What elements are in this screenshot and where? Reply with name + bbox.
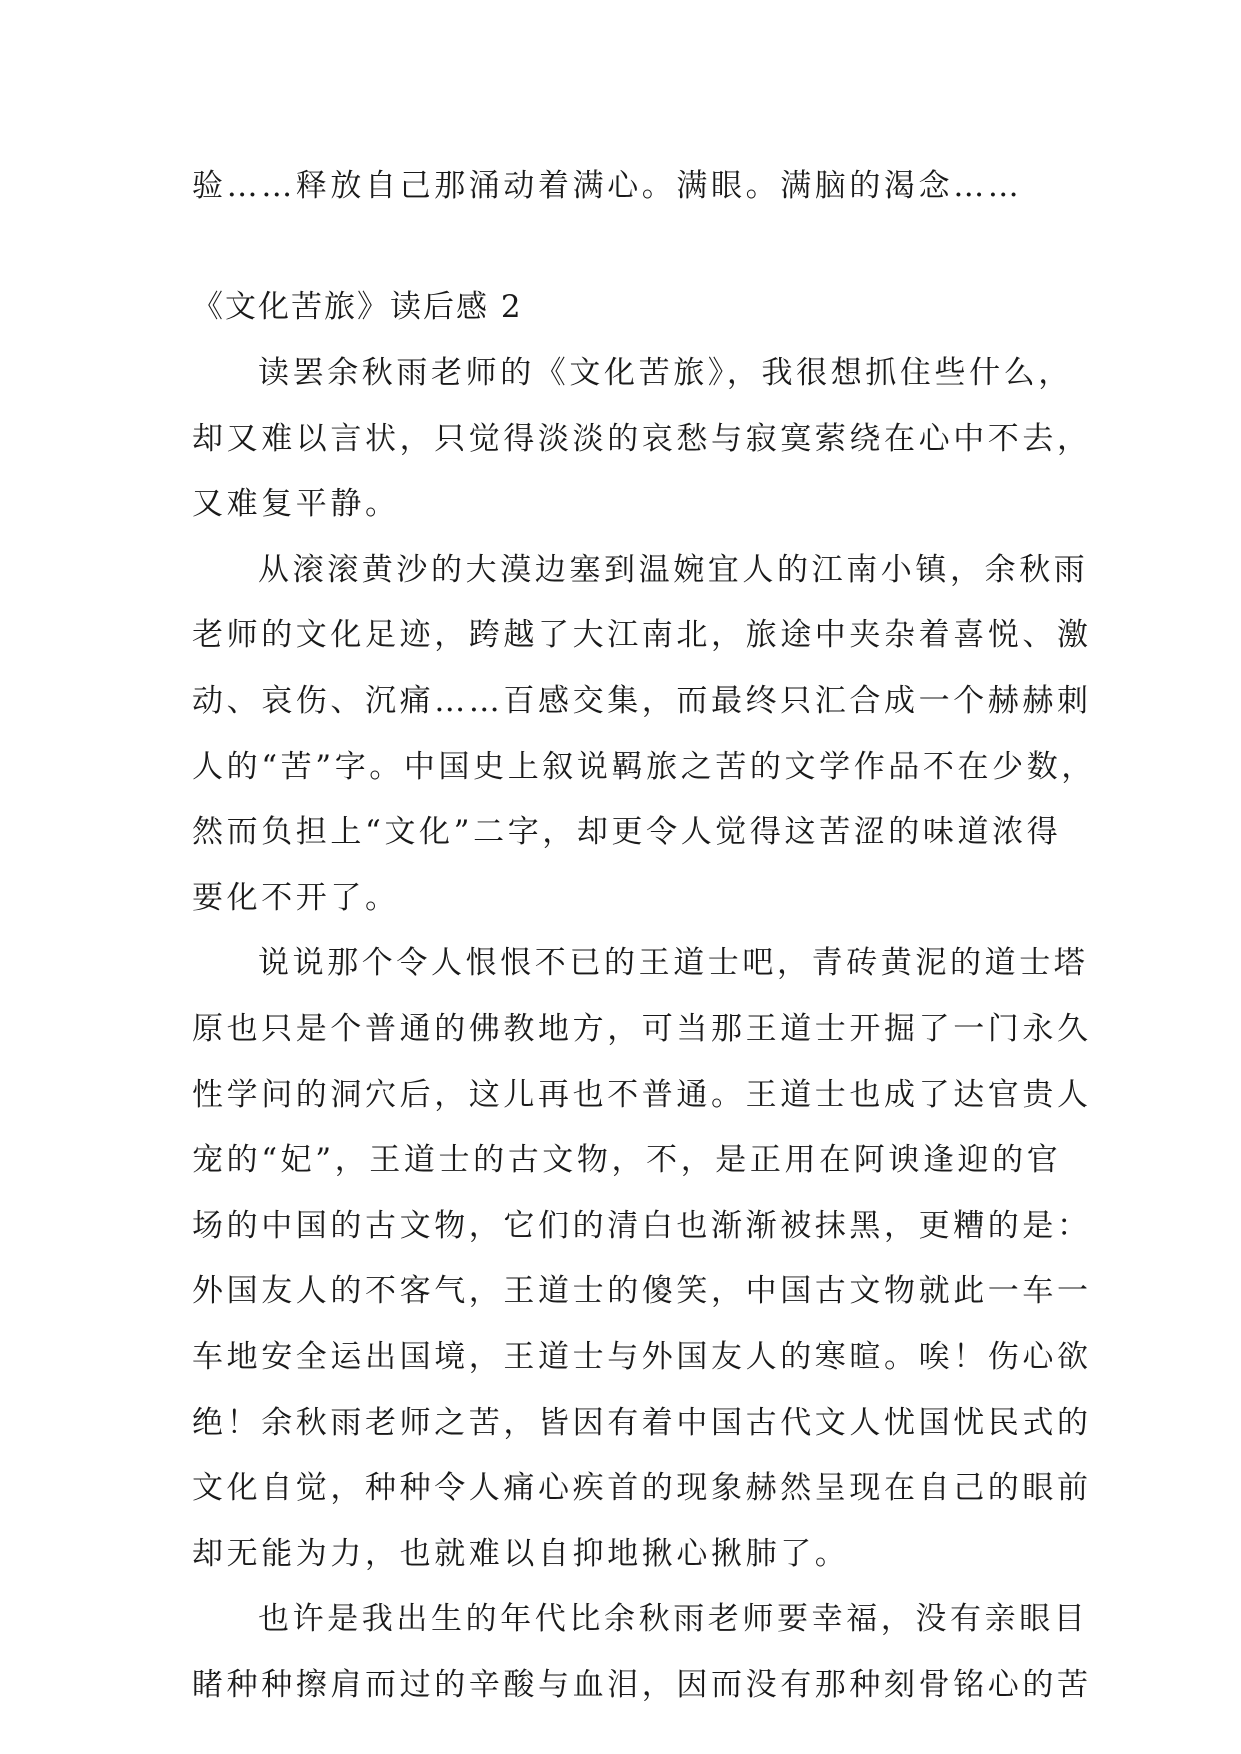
paragraph-3-line-4: 宠的“妃”，王道士的古文物，不，是正用在阿谀逢迎的官: [192, 1142, 1062, 1179]
paragraph-3-line-2: 原也只是个普通的佛教地方，可当那王道士开掘了一门永久: [192, 1010, 1092, 1047]
paragraph-4-line-2: 睹种种擦肩而过的辛酸与血泪，因而没有那种刻骨铭心的苦: [192, 1666, 1092, 1703]
essay-body: [192, 341, 1096, 1718]
paragraph-3-line-5: 场的中国的古文物，它们的清白也渐渐被抹黑，更糟的是：: [192, 1207, 1092, 1244]
paragraph-3-line-8: 绝！余秋雨老师之苦，皆因有着中国古代文人忧国忧民式的: [192, 1404, 1092, 1441]
paragraph-2-line-4: 人的“苦”字。中国史上叙说羁旅之苦的文学作品不在少数，: [192, 748, 1096, 785]
paragraph-1-line-3: 又难复平静。: [192, 486, 400, 523]
paragraph-3-line-1: 说说那个令人恨恨不已的王道士吧，青砖黄泥的道士塔: [258, 945, 1089, 982]
paragraph-1-line-1: 读罢余秋雨老师的《文化苦旅》，我很想抓住些什么，: [258, 355, 1073, 391]
paragraph-1-line-2: 却又难以言状，只觉得淡淡的哀愁与寂寞萦绕在心中不去，: [192, 420, 1092, 457]
paragraph-3-line-10: 却无能为力，也就难以自抑地揪心揪肺了。: [192, 1535, 850, 1572]
paragraph-3-line-3: 性学问的洞穴后，这儿再也不普通。王道士也成了达官贵人: [192, 1076, 1092, 1113]
paragraph-3-line-9: 文化自觉，种种令人痛心疾首的现象赫然呈现在自己的眼前: [192, 1470, 1092, 1507]
paragraph-2-line-3: 动、哀伤、沉痛……百感交集，而最终只汇合成一个赫赫刺: [192, 682, 1092, 719]
paragraph-3-line-6: 外国友人的不客气，王道士的傻笑，中国古文物就此一车一: [192, 1273, 1092, 1310]
paragraph-2-line-2: 老师的文化足迹，跨越了大江南北，旅途中夹杂着喜悦、激: [192, 617, 1092, 654]
carry-over-line: 验……释放自己那涌动着满心。满眼。满脑的渴念……: [192, 168, 1023, 204]
paragraph-3-line-7: 车地安全运出国境，王道士与外国友人的寒暄。唉！伤心欲: [192, 1338, 1092, 1375]
paragraph-2-line-5: 然而负担上“文化”二字，却更令人觉得这苦涩的味道浓得: [192, 814, 1062, 851]
paragraph-4-line-1: 也许是我出生的年代比余秋雨老师要幸福，没有亲眼目: [258, 1601, 1089, 1638]
paragraph-2-line-6: 要化不开了。: [192, 879, 400, 916]
paragraph-2-line-1: 从滚滚黄沙的大漠边塞到温婉宜人的江南小镇，余秋雨: [258, 551, 1089, 588]
essay-heading: 《文化苦旅》读后感 2: [192, 289, 523, 325]
